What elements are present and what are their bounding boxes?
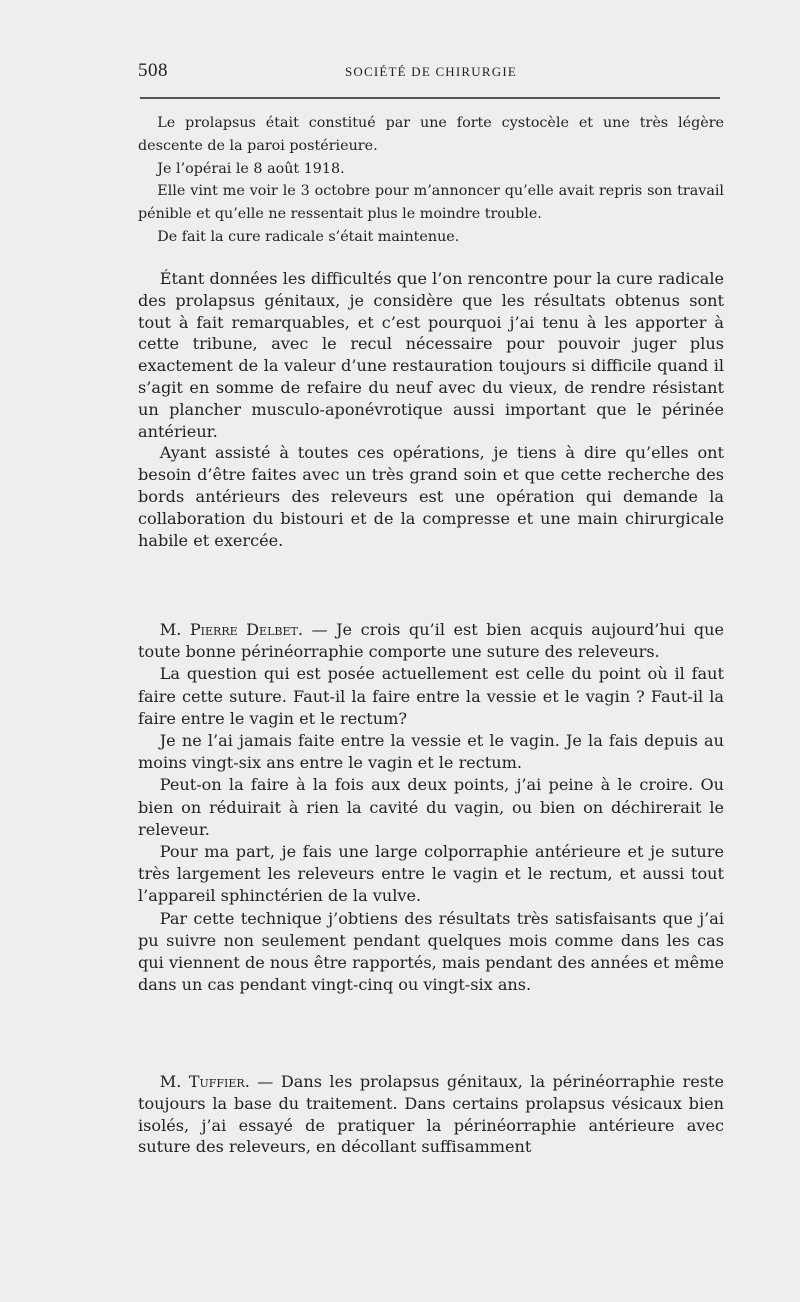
page-number: 508 bbox=[138, 60, 168, 81]
paragraph: Elle vint me voir le 3 octobre pour m’annoncer qu’elle avait repris son travail pénible et qu’elle ne ressentait plus le moindre trouble. bbox=[138, 183, 724, 223]
paragraph: Peut-on la faire à la fois aux deux points, j’ai peine à le croire. Ou bien on réduirait à rien la cavité du vagin, ou bien on déchirerait le releveur. bbox=[138, 775, 724, 839]
speaker-name: M. Tuffier. bbox=[159, 1072, 250, 1091]
paragraph: La question qui est posée actuellement est celle du point où il faut faire cette suture. Faut-il la faire entre la vessie et le vagin ? Faut-il la faire entre le vagin et le rectum? bbox=[138, 664, 724, 728]
speaker-name: M. Pierre Delbet. bbox=[159, 620, 303, 639]
tuffier-discussion bbox=[138, 1071, 724, 1158]
delbet-discussion bbox=[138, 619, 724, 996]
paragraph: Je ne l’ai jamais faite entre la vessie et le vagin. Je la fais depuis au moins vingt-six ans entre le vagin et le rectum. bbox=[138, 731, 724, 773]
paragraph: Étant données les difficultés que l’on rencontre pour la cure radicale des prolapsus génitaux, je considère que les résultats obtenus sont tout à fait remarquables, et c’est pourquoi j’ai tenu à les apporter à cette tribune, avec le recul nécessaire pour pouvoir juger plus exactement de la valeur d’une restauration toujours si difficile quand il s’agit en somme de refaire du neuf avec du vieux, de rendre résistant un plancher musculo-aponévrotique aussi important que le périnée antérieur. bbox=[138, 269, 724, 441]
running-title: SOCIÉTÉ DE CHIRURGIE bbox=[344, 64, 518, 79]
paragraph bbox=[138, 1071, 724, 1158]
paragraph: De fait la cure radicale s’était maintenue. bbox=[157, 228, 460, 245]
paragraph: Ayant assisté à toutes ces opérations, je tiens à dire qu’elles ont besoin d’être faites avec un très grand soin et que cette recherche des bords antérieurs des releveurs est une opération qui demande la collaboration du bistouri et de la compresse et une main chirurgicale habile et exercée. bbox=[138, 443, 724, 550]
speech-text: — Dans les prolapsus génitaux, la périnéorraphie reste toujours la base du traitement. Dans certains prolapsus vésicaux bien isolés, j’ai essayé de pratiquer la périnéorraphie antérieure avec suture des releveurs, en décollant suffisamment bbox=[138, 1072, 724, 1157]
paragraph: Pour ma part, je fais une large colporraphie antérieure et je suture très largement les releveurs entre le vagin et le rectum, et aussi tout l’appareil sphinctérien de la vulve. bbox=[138, 842, 724, 906]
case-report-text bbox=[138, 112, 724, 249]
paragraph: Par cette technique j’obtiens des résultats très satisfaisants que j’ai pu suivre non seulement pendant quelques mois comme dans les cas qui viennent de nous être rapportés, mais pendant des années et même dans un cas pendant vingt-cinq ou vingt-six ans. bbox=[138, 908, 724, 995]
page-header bbox=[138, 58, 724, 88]
paragraph: Le prolapsus était constitué par une forte cystocèle et une très légère descente de la paroi postérieure. bbox=[138, 115, 724, 154]
conclusion-text bbox=[138, 268, 724, 551]
speech-text: — Je crois qu’il est bien acquis aujourd’hui que toute bonne périnéorraphie comporte une suture des releveurs. bbox=[138, 620, 724, 662]
paragraph: Je l’opérai le 8 août 1918. bbox=[157, 160, 345, 177]
paragraph bbox=[138, 619, 724, 663]
header-rule bbox=[140, 97, 720, 99]
